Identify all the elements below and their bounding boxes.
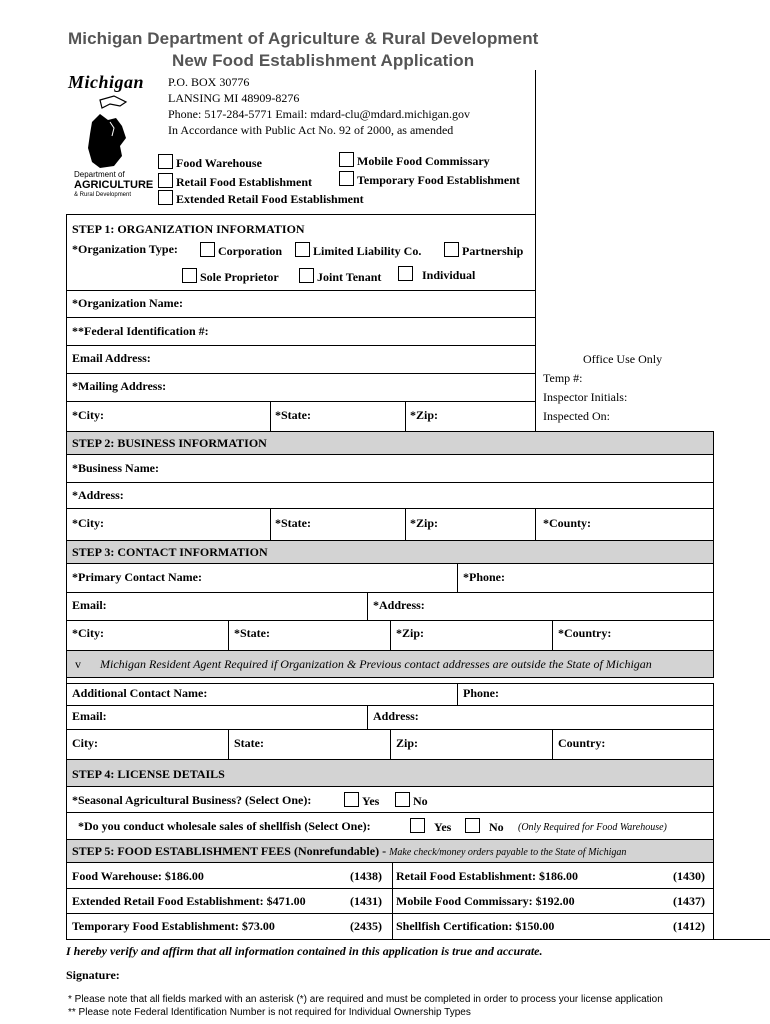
- footnote-2: ** Please note Federal Identification Number is not required for Individual Ownership Types: [68, 1007, 471, 1018]
- label: Mobile Food Commissary: [357, 154, 490, 168]
- contact-address-field[interactable]: *Address:: [373, 598, 425, 612]
- step2-heading: STEP 2: BUSINESS INFORMATION: [72, 436, 267, 450]
- checkbox[interactable]: [339, 152, 354, 167]
- shellfish-no[interactable]: [465, 818, 504, 835]
- office-inspected: Inspected On:: [543, 409, 610, 423]
- email-field[interactable]: Email Address:: [72, 351, 151, 365]
- type-temporary[interactable]: [339, 171, 520, 188]
- affirm-statement: I hereby verify and affirm that all information contained in this application is true and accurate.: [66, 944, 543, 958]
- label: Sole Proprietor: [200, 270, 279, 284]
- mdard-logo: [68, 72, 154, 202]
- business-state-field[interactable]: *State:: [275, 516, 311, 530]
- checkbox[interactable]: [344, 792, 359, 807]
- label: Temporary Food Establishment: [357, 173, 520, 187]
- shellfish-question: *Do you conduct wholesale sales of shellfish (Select One):: [78, 819, 371, 833]
- additional-country-field[interactable]: Country:: [558, 736, 606, 750]
- step5-heading: [72, 844, 626, 859]
- step5-heading-note: Make check/money orders payable to the State of Michigan: [389, 847, 627, 858]
- office-temp: Temp #:: [543, 371, 583, 385]
- signature-field[interactable]: Signature:: [66, 968, 120, 982]
- additional-phone-field[interactable]: Phone:: [463, 686, 499, 700]
- contact-city-field[interactable]: *City:: [72, 626, 104, 640]
- org-type-llc[interactable]: [295, 242, 421, 259]
- checkbox[interactable]: [295, 242, 310, 257]
- contact-zip-field[interactable]: *Zip:: [396, 626, 425, 640]
- shellfish-note: (Only Required for Food Warehouse): [518, 822, 667, 833]
- business-zip-field[interactable]: *Zip:: [410, 516, 439, 530]
- label: Retail Food Establishment: [176, 175, 313, 189]
- city-field[interactable]: *City:: [72, 408, 104, 422]
- fee-right-3: Shellfish Certification: $150.00: [396, 919, 555, 933]
- label: Food Warehouse: [176, 156, 262, 170]
- primary-phone-field[interactable]: *Phone:: [463, 570, 505, 584]
- type-mobile[interactable]: [339, 152, 490, 169]
- additional-email-field[interactable]: Email:: [72, 709, 107, 723]
- step3-heading: STEP 3: CONTACT INFORMATION: [72, 545, 268, 559]
- contact-state-field[interactable]: *State:: [234, 626, 270, 640]
- additional-contact-field[interactable]: Additional Contact Name:: [72, 686, 208, 700]
- contact-country-field[interactable]: *Country:: [558, 626, 612, 640]
- footnote-1: * Please note that all fields marked with an asterisk (*) are required and must be completed in order to process your license application: [68, 994, 663, 1005]
- fee-right-code-2: (1437): [673, 894, 705, 908]
- business-name-field[interactable]: *Business Name:: [72, 461, 160, 475]
- type-extended-retail[interactable]: [158, 190, 364, 207]
- checkbox[interactable]: [395, 792, 410, 807]
- label: Partnership: [462, 244, 524, 258]
- fee-left-2: Extended Retail Food Establishment: $471.00: [72, 894, 306, 908]
- checkbox[interactable]: [200, 242, 215, 257]
- type-retail[interactable]: [158, 173, 312, 190]
- business-county-field[interactable]: *County:: [543, 516, 592, 530]
- fee-right-code-3: (1412): [673, 919, 705, 933]
- mailing-address-field[interactable]: *Mailing Address:: [72, 379, 167, 393]
- zip-field[interactable]: *Zip:: [410, 408, 439, 422]
- label: Yes: [362, 794, 380, 808]
- org-type-partnership[interactable]: [444, 242, 523, 259]
- label: No: [413, 794, 428, 808]
- logo-rural: & Rural Development: [74, 192, 132, 198]
- seasonal-yes[interactable]: [344, 792, 379, 809]
- checkbox[interactable]: [158, 154, 173, 169]
- address-block: [168, 74, 470, 138]
- checkbox[interactable]: [465, 818, 480, 833]
- org-type-sole[interactable]: [182, 268, 279, 285]
- additional-zip-field[interactable]: Zip:: [396, 736, 419, 750]
- additional-address-field[interactable]: Address:: [373, 709, 419, 723]
- org-type-label: *Organization Type:: [72, 242, 178, 256]
- label: Joint Tenant: [317, 270, 382, 284]
- primary-contact-field[interactable]: *Primary Contact Name:: [72, 570, 202, 584]
- checkbox[interactable]: [398, 266, 413, 281]
- seasonal-no[interactable]: [395, 792, 428, 809]
- title-line-2: New Food Establishment Application: [172, 51, 475, 70]
- label: Limited Liability Co.: [313, 244, 422, 258]
- title-line-1: Michigan Department of Agriculture & Rural Development: [68, 29, 539, 48]
- address-line-1: P.O. BOX 30776: [168, 75, 250, 89]
- checkbox[interactable]: [182, 268, 197, 283]
- additional-state-field[interactable]: State:: [234, 736, 264, 750]
- logo-agri: AGRICULTURE: [74, 179, 154, 191]
- label: No: [489, 820, 504, 834]
- fee-left-3: Temporary Food Establishment: $73.00: [72, 919, 275, 933]
- office-use-title: Office Use Only: [583, 352, 663, 366]
- checkbox[interactable]: [339, 171, 354, 186]
- label: Corporation: [218, 244, 282, 258]
- org-name-field[interactable]: *Organization Name:: [72, 296, 183, 310]
- seasonal-question: *Seasonal Agricultural Business? (Select One):: [72, 793, 312, 807]
- logo-dept: Department of: [74, 170, 125, 179]
- fee-left-code-3: (2435): [350, 919, 382, 933]
- label: Yes: [434, 820, 452, 834]
- business-city-field[interactable]: *City:: [72, 516, 104, 530]
- fee-right-2: Mobile Food Commissary: $192.00: [396, 894, 575, 908]
- org-type-joint[interactable]: [299, 268, 381, 285]
- checkbox[interactable]: [444, 242, 459, 257]
- type-food-warehouse[interactable]: [158, 154, 262, 171]
- michigan-map-icon: [70, 92, 148, 172]
- act-line: In Accordance with Public Act No. 92 of 2000, as amended: [168, 123, 454, 137]
- state-field[interactable]: *State:: [275, 408, 311, 422]
- logo-word: Michigan: [68, 72, 145, 92]
- office-inspector: Inspector Initials:: [543, 390, 628, 404]
- fee-left-1: Food Warehouse: $186.00: [72, 869, 204, 883]
- step4-heading: STEP 4: LICENSE DETAILS: [72, 767, 225, 781]
- org-type-individual[interactable]: [398, 266, 475, 283]
- shellfish-yes[interactable]: [410, 818, 451, 835]
- additional-city-field[interactable]: City:: [72, 736, 98, 750]
- label: Individual: [422, 268, 476, 282]
- fee-right-code-1: (1430): [673, 869, 705, 883]
- resident-note-mark: v: [75, 657, 81, 671]
- step5-heading-text: STEP 5: FOOD ESTABLISHMENT FEES (Nonrefundable) -: [72, 844, 387, 858]
- phone-email-line: Phone: 517-284-5771 Email: mdard-clu@mdard.michigan.gov: [168, 107, 470, 121]
- resident-note: Michigan Resident Agent Required if Organization & Previous contact addresses are outside the State of Michigan: [100, 657, 652, 671]
- checkbox[interactable]: [299, 268, 314, 283]
- label: Extended Retail Food Establishment: [176, 192, 364, 206]
- step1-heading: STEP 1: ORGANIZATION INFORMATION: [72, 222, 305, 236]
- org-type-corporation[interactable]: [200, 242, 282, 259]
- fed-id-field[interactable]: **Federal Identification #:: [72, 324, 209, 338]
- checkbox[interactable]: [158, 190, 173, 205]
- checkbox[interactable]: [158, 173, 173, 188]
- fee-left-code-1: (1438): [350, 869, 382, 883]
- fee-left-code-2: (1431): [350, 894, 382, 908]
- address-line-2: LANSING MI 48909-8276: [168, 91, 300, 105]
- checkbox[interactable]: [410, 818, 425, 833]
- fee-right-1: Retail Food Establishment: $186.00: [396, 869, 579, 883]
- contact-email-field[interactable]: Email:: [72, 598, 107, 612]
- business-address-field[interactable]: *Address:: [72, 488, 124, 502]
